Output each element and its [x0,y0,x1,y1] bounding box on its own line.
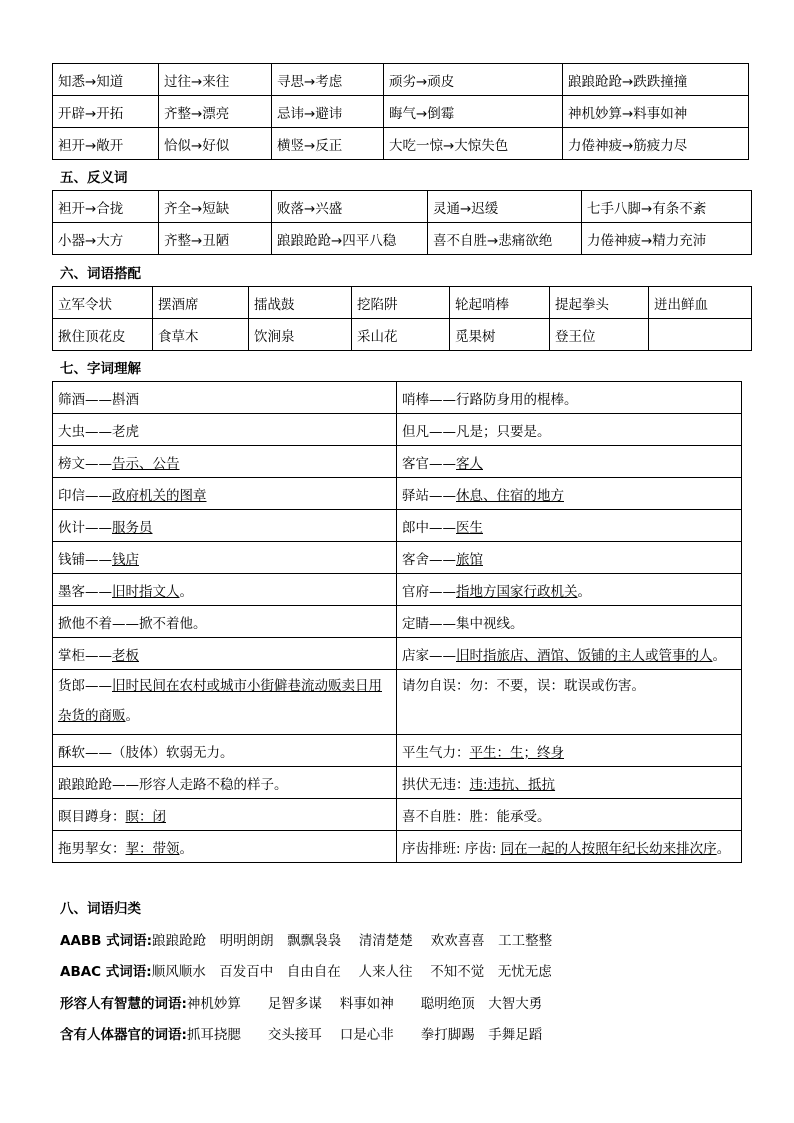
term: 榜文—— [58,455,112,472]
punctuation: 。 [716,840,731,857]
punctuation: 。 [577,583,591,600]
definition-underlined: 钱店 [112,551,139,568]
table-cell: 知悉→知道 [53,64,159,96]
definition-row [53,767,742,799]
term: 瞑目蹲身： [58,808,126,825]
term: 货郎—— [58,678,112,694]
definition-row [53,510,742,542]
definition: （肢体）软弱无力。 [112,744,234,761]
definition-underlined: 同在一起的人按照年纪长幼来排次序 [500,840,717,857]
definition-cell [53,735,397,767]
definition-cell [53,767,397,799]
table-cell: 踉踉跄跄→四平八稳 [272,223,428,255]
definition-row [53,670,742,735]
term: 伙计—— [58,519,112,536]
term: 踉踉跄跄—— [58,776,139,793]
table-cell: 摆酒席 [153,287,249,319]
term: 客舍—— [402,551,456,568]
section-word-meaning-heading: 七、字词理解 [60,361,141,377]
table-cell: 齐全→短缺 [159,191,272,223]
definition-underlined: 平生：生；终身 [469,744,564,761]
definition: 掀不着他。 [139,615,207,632]
definition-row [53,638,742,670]
antonym-row [53,223,752,255]
table-cell: 败落→兴盛 [272,191,428,223]
definition-cell [53,382,397,414]
table-cell: 忌讳→避讳 [272,96,384,128]
definition-underlined: 客人 [456,455,483,472]
table-cell: 轮起哨棒 [450,287,550,319]
definition-cell [397,767,742,799]
definition-row [53,735,742,767]
collocation-row [53,287,752,319]
category-items: 神机妙算 足智多谋 料事如神 聪明绝顶 大智大勇 [186,996,543,1012]
definition-underlined: 休息、住宿的地方 [456,487,564,504]
term: 请勿自误： [402,678,470,694]
term: 店家—— [402,647,456,664]
category-label: 形容人有智慧的词语: [60,996,187,1012]
definition-underlined: 服务员 [112,519,153,536]
definition: 行路防身用的棍棒。 [456,391,578,408]
category-items: 抓耳挠腮 交头接耳 口是心非 拳打脚踢 手舞足蹈 [186,1027,543,1043]
term: 驿站—— [402,487,456,504]
collocation-table [52,286,752,351]
synonym-row [53,64,749,96]
definition-cell [397,799,742,831]
table-cell: 力倦神疲→筋疲力尽 [563,128,749,160]
definition-cell [397,670,742,735]
table-cell: 寻思→考虑 [272,64,384,96]
definition: 老虎 [112,423,139,440]
definition-cell [397,606,742,638]
definition-cell [397,574,742,606]
category-label: AABB 式词语: [60,933,153,949]
definition-cell [397,382,742,414]
table-cell: 顽劣→顽皮 [384,64,563,96]
definition-cell [53,638,397,670]
category-items: 踉踉跄跄 明明朗朗 飘飘袅袅 清清楚楚 欢欢喜喜 工工整整 [152,933,553,949]
category-items: 顺风顺水 百发百中 自由自在 人来人往 不知不觉 无忧无虑 [151,964,552,980]
category-body-parts [60,1023,542,1043]
definition-cell [397,638,742,670]
table-cell: 迸出鲜血 [649,287,752,319]
definition-cell [397,414,742,446]
term: 客官—— [402,455,456,472]
term: 拖男挈女： [58,840,126,857]
definition-row [53,478,742,510]
definition-cell [397,446,742,478]
punctuation: 。 [125,708,139,724]
definition-cell [53,510,397,542]
table-cell: 灵通→迟缓 [428,191,582,223]
definition-cell [53,414,397,446]
term: 序齿排班: 序齿: [402,840,501,857]
table-cell: 晦气→倒霉 [384,96,563,128]
punctuation: 。 [179,840,193,857]
table-cell: 袒开→合拢 [53,191,159,223]
synonym-row [53,128,749,160]
punctuation: 。 [179,583,193,600]
term: 墨客—— [58,583,112,600]
definition: 集中视线。 [456,615,524,632]
collocation-row [53,319,752,351]
definition: 斟酒 [112,391,139,408]
definition-underlined: 瞑：闭 [125,808,166,825]
term: 钱铺—— [58,551,112,568]
term: 定睛—— [402,615,456,632]
definition-row [53,446,742,478]
antonym-table [52,190,752,255]
definition-underlined: 告示、公告 [112,455,180,472]
term: 哨棒—— [402,391,456,408]
table-cell [649,319,752,351]
table-cell: 七手八脚→有条不紊 [582,191,752,223]
category-label: ABAC 式词语: [60,964,152,980]
definition-row [53,799,742,831]
table-cell: 登王位 [550,319,649,351]
definition-row [53,574,742,606]
term: 掀他不着—— [58,615,139,632]
term: 平生气力： [402,744,470,761]
table-cell: 觅果树 [450,319,550,351]
definition-underlined: 旧时指旅店、酒馆、饭铺的主人或管事的人 [456,647,713,664]
table-cell: 齐整→漂亮 [159,96,272,128]
table-cell: 横竖→反正 [272,128,384,160]
category-abac [60,960,552,980]
definition-row [53,542,742,574]
table-cell: 擂战鼓 [249,287,352,319]
definition-cell [397,510,742,542]
table-cell: 揪住顶花皮 [53,319,153,351]
definition-cell [397,542,742,574]
definition-underlined: 旅馆 [456,551,483,568]
table-cell: 提起拳头 [550,287,649,319]
table-cell: 踉踉跄跄→跌跌撞撞 [563,64,749,96]
word-meaning-table [52,381,742,863]
table-cell: 小器→大方 [53,223,159,255]
table-cell: 过往→来往 [159,64,272,96]
table-cell: 食草木 [153,319,249,351]
definition-cell [53,670,397,735]
table-cell: 开辟→开拓 [53,96,159,128]
definition-underlined: 医生 [456,519,483,536]
synonym-row [53,96,749,128]
definition-cell [53,542,397,574]
definition-underlined: 指地方国家行政机关 [456,583,578,600]
definition-underlined: 老板 [112,647,139,664]
definition-cell [397,735,742,767]
antonym-row [53,191,752,223]
category-label: 含有人体器官的词语: [60,1027,187,1043]
definition-cell [53,478,397,510]
term: 掌柜—— [58,647,112,664]
term: 但凡—— [402,423,456,440]
definition-cell [397,478,742,510]
table-cell: 采山花 [352,319,450,351]
definition-cell [53,574,397,606]
term: 酥软—— [58,744,112,761]
definition-underlined: 旧时民间在农村或城市小街僻巷流动贩卖日用杂货的商贩 [58,678,382,724]
section-word-classification-heading: 八、词语归类 [60,901,141,917]
table-cell: 力倦神疲→精力充沛 [582,223,752,255]
definition-row [53,831,742,863]
table-cell: 立军令状 [53,287,153,319]
table-cell: 大吃一惊→大惊失色 [384,128,563,160]
definition-cell [53,606,397,638]
definition-underlined: 挈：带领 [125,840,180,857]
definition-row [53,606,742,638]
definition-cell [53,446,397,478]
term: 印信—— [58,487,112,504]
table-cell: 神机妙算→料事如神 [563,96,749,128]
punctuation: 。 [712,647,726,664]
section-antonyms-heading: 五、反义词 [60,170,128,186]
table-cell: 袒开→敞开 [53,128,159,160]
definition-cell [53,799,397,831]
term: 拱伏无违： [402,776,470,793]
definition: 形容人走路不稳的样子。 [139,776,288,793]
category-aabb [60,929,552,949]
table-cell: 齐整→丑陋 [159,223,272,255]
definition-cell [397,831,742,863]
category-wisdom [60,992,542,1012]
definition: 勿：不要，误：耽误或伤害。 [469,678,645,694]
table-cell: 喜不自胜→悲痛欲绝 [428,223,582,255]
definition-underlined: 违:违抗、抵抗 [469,776,556,793]
synonym-table [52,63,749,160]
definition-row [53,382,742,414]
definition-row [53,414,742,446]
table-cell: 饮涧泉 [249,319,352,351]
definition: 胜：能承受。 [469,808,551,825]
term: 喜不自胜： [402,808,470,825]
definition-underlined: 政府机关的图章 [112,487,207,504]
definition-underlined: 旧时指文人 [112,583,180,600]
term: 大虫—— [58,423,112,440]
term: 筛酒—— [58,391,112,408]
definition: 凡是；只要是。 [456,423,551,440]
section-collocation-heading: 六、词语搭配 [60,266,141,282]
term: 郎中—— [402,519,456,536]
table-cell: 恰似→好似 [159,128,272,160]
table-cell: 挖陷阱 [352,287,450,319]
term: 官府—— [402,583,456,600]
definition-cell [53,831,397,863]
